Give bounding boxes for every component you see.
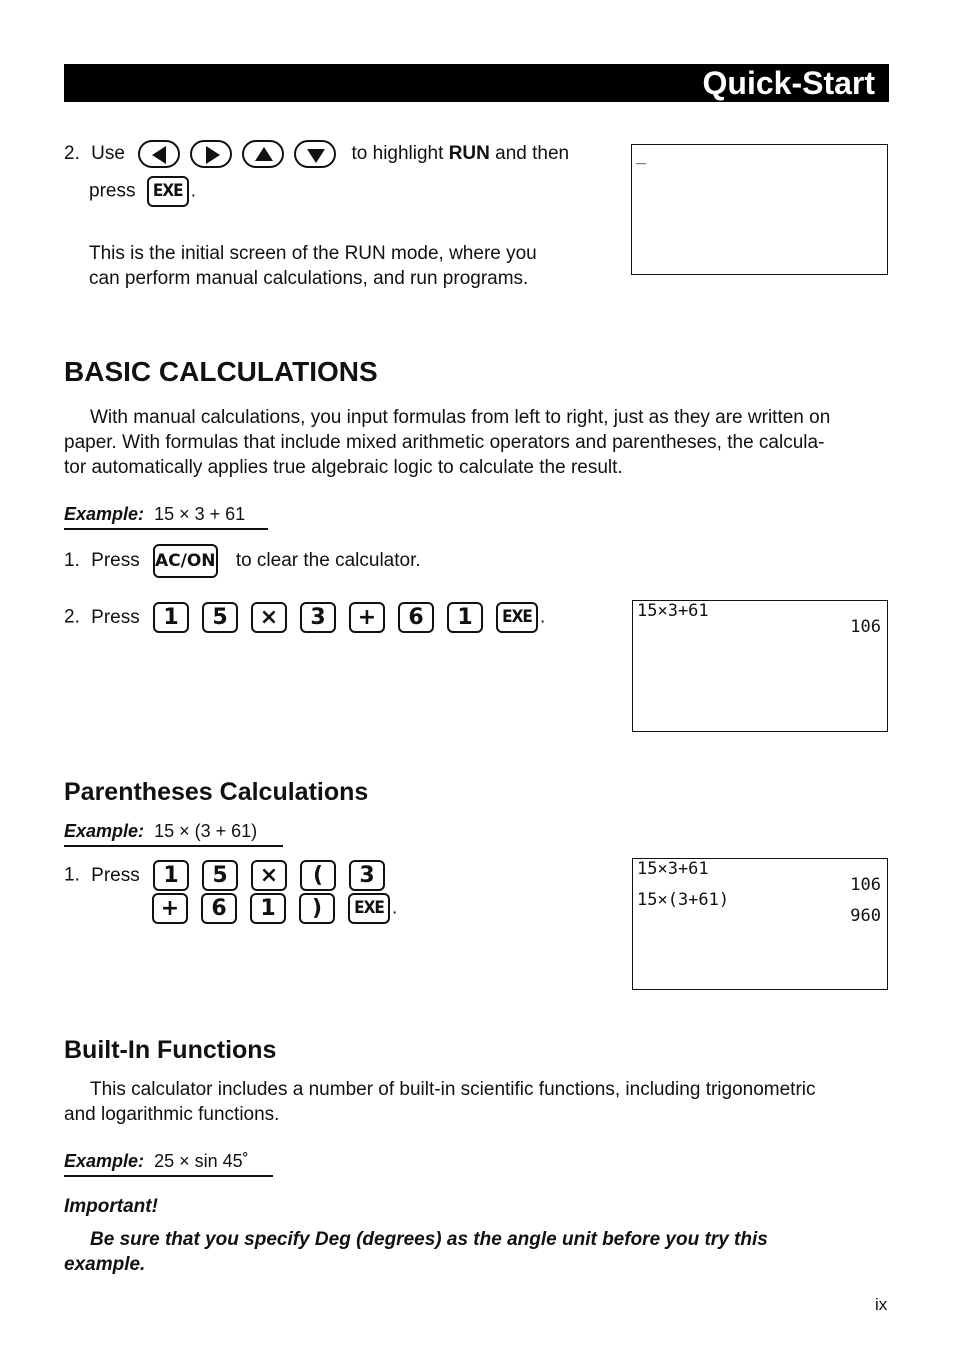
builtin-paragraph bbox=[64, 1077, 894, 1127]
screen-expression: 15×(3+61) bbox=[637, 890, 730, 910]
example-expression: 25 × sin 45˚ bbox=[154, 1151, 249, 1171]
step-number: 2. bbox=[64, 606, 80, 628]
basic-paragraph bbox=[64, 405, 894, 480]
ac-on-key-icon: AC/ON bbox=[153, 544, 218, 578]
section-title-parentheses: Parentheses Calculations bbox=[64, 778, 369, 806]
step-text: to clear the calculator. bbox=[235, 550, 421, 572]
para-line: tor automatically applies true algebraic logic to calculate the result. bbox=[64, 457, 623, 478]
example-expression: 15 × (3 + 61) bbox=[154, 821, 258, 841]
important-heading: Important! bbox=[64, 1196, 158, 1217]
example-builtin bbox=[64, 1151, 273, 1177]
run-description bbox=[89, 241, 537, 291]
multiply-key-icon: × bbox=[251, 602, 287, 633]
screen-result: 106 bbox=[850, 617, 881, 637]
para-line: With manual calculations, you input formulas from left to right, just as they are written on bbox=[90, 407, 831, 428]
basic-step2 bbox=[64, 602, 545, 633]
exe-key-icon: EXE bbox=[348, 893, 390, 924]
page-title: Quick-Start bbox=[702, 65, 875, 101]
warn-line: example. bbox=[64, 1254, 146, 1275]
period: . bbox=[190, 180, 197, 202]
calculator-screen-parentheses bbox=[632, 858, 888, 990]
key-1-icon: 1 bbox=[153, 602, 189, 633]
key-1-icon: 1 bbox=[250, 893, 286, 924]
calculator-screen-run bbox=[631, 144, 888, 275]
section-title-builtin: Built-In Functions bbox=[64, 1036, 277, 1064]
example-label: Example: bbox=[64, 504, 145, 524]
page-number: ix bbox=[875, 1295, 888, 1314]
exe-key-icon: EXE bbox=[147, 176, 189, 207]
step-number: 2. bbox=[64, 143, 80, 165]
step-number: 1. bbox=[64, 550, 80, 572]
para-line: and logarithmic functions. bbox=[64, 1104, 280, 1125]
key-3-icon: 3 bbox=[349, 860, 385, 891]
example-label: Example: bbox=[64, 1151, 145, 1171]
example-parentheses bbox=[64, 821, 283, 847]
key-1-icon: 1 bbox=[447, 602, 483, 633]
screen-expression: 15×3+61 bbox=[637, 859, 709, 879]
exe-key-icon: EXE bbox=[496, 602, 538, 633]
plus-key-icon: + bbox=[152, 893, 188, 924]
key-1-icon: 1 bbox=[153, 860, 189, 891]
multiply-key-icon: × bbox=[251, 860, 287, 891]
example-basic bbox=[64, 504, 268, 530]
key-3-icon: 3 bbox=[300, 602, 336, 633]
plus-key-icon: + bbox=[349, 602, 385, 633]
step-text: press bbox=[89, 180, 136, 202]
key-5-icon: 5 bbox=[202, 860, 238, 891]
step-run-line1 bbox=[64, 140, 569, 168]
key-6-icon: 6 bbox=[398, 602, 434, 633]
example-label: Example: bbox=[64, 821, 145, 841]
basic-step1 bbox=[64, 544, 421, 578]
screen-cursor: _ bbox=[636, 145, 647, 165]
open-paren-key-icon: ( bbox=[300, 860, 336, 891]
up-arrow-key-icon bbox=[242, 140, 284, 168]
desc-line: can perform manual calculations, and run programs. bbox=[89, 268, 529, 289]
right-arrow-key-icon bbox=[190, 140, 232, 168]
step-text: to highlight bbox=[351, 143, 444, 165]
period: . bbox=[392, 897, 398, 919]
left-arrow-key-icon bbox=[138, 140, 180, 168]
close-paren-key-icon: ) bbox=[299, 893, 335, 924]
desc-line: This is the initial screen of the RUN mode, where you bbox=[89, 243, 537, 264]
run-bold: RUN bbox=[448, 143, 490, 165]
step-text: Press bbox=[91, 606, 140, 628]
step-text: Press bbox=[91, 550, 140, 572]
para-line: paper. With formulas that include mixed arithmetic operators and parentheses, the calcula- bbox=[64, 432, 825, 453]
para-line: This calculator includes a number of built-in scientific functions, including trigonometric bbox=[90, 1079, 816, 1100]
key-6-icon: 6 bbox=[201, 893, 237, 924]
section-title-basic: BASIC CALCULATIONS bbox=[64, 356, 378, 387]
screen-result: 106 bbox=[850, 875, 881, 895]
paren-step1-row2 bbox=[152, 893, 397, 924]
screen-result: 960 bbox=[850, 906, 881, 926]
screen-expression: 15×3+61 bbox=[637, 601, 709, 621]
step-text: Press bbox=[91, 864, 140, 886]
period: . bbox=[540, 606, 546, 628]
header-bar bbox=[64, 64, 889, 102]
down-arrow-key-icon bbox=[294, 140, 336, 168]
step-run-line2 bbox=[89, 176, 196, 207]
warn-line: Be sure that you specify Deg (degrees) as the angle unit before you try this bbox=[90, 1229, 768, 1250]
key-5-icon: 5 bbox=[202, 602, 238, 633]
calculator-screen-basic bbox=[632, 600, 888, 732]
paren-step1-row1 bbox=[64, 860, 398, 891]
step-text: Use bbox=[91, 143, 125, 165]
example-expression: 15 × 3 + 61 bbox=[154, 504, 246, 524]
step-number: 1. bbox=[64, 864, 80, 886]
step-text: and then bbox=[495, 143, 570, 165]
important-warning bbox=[64, 1227, 894, 1277]
